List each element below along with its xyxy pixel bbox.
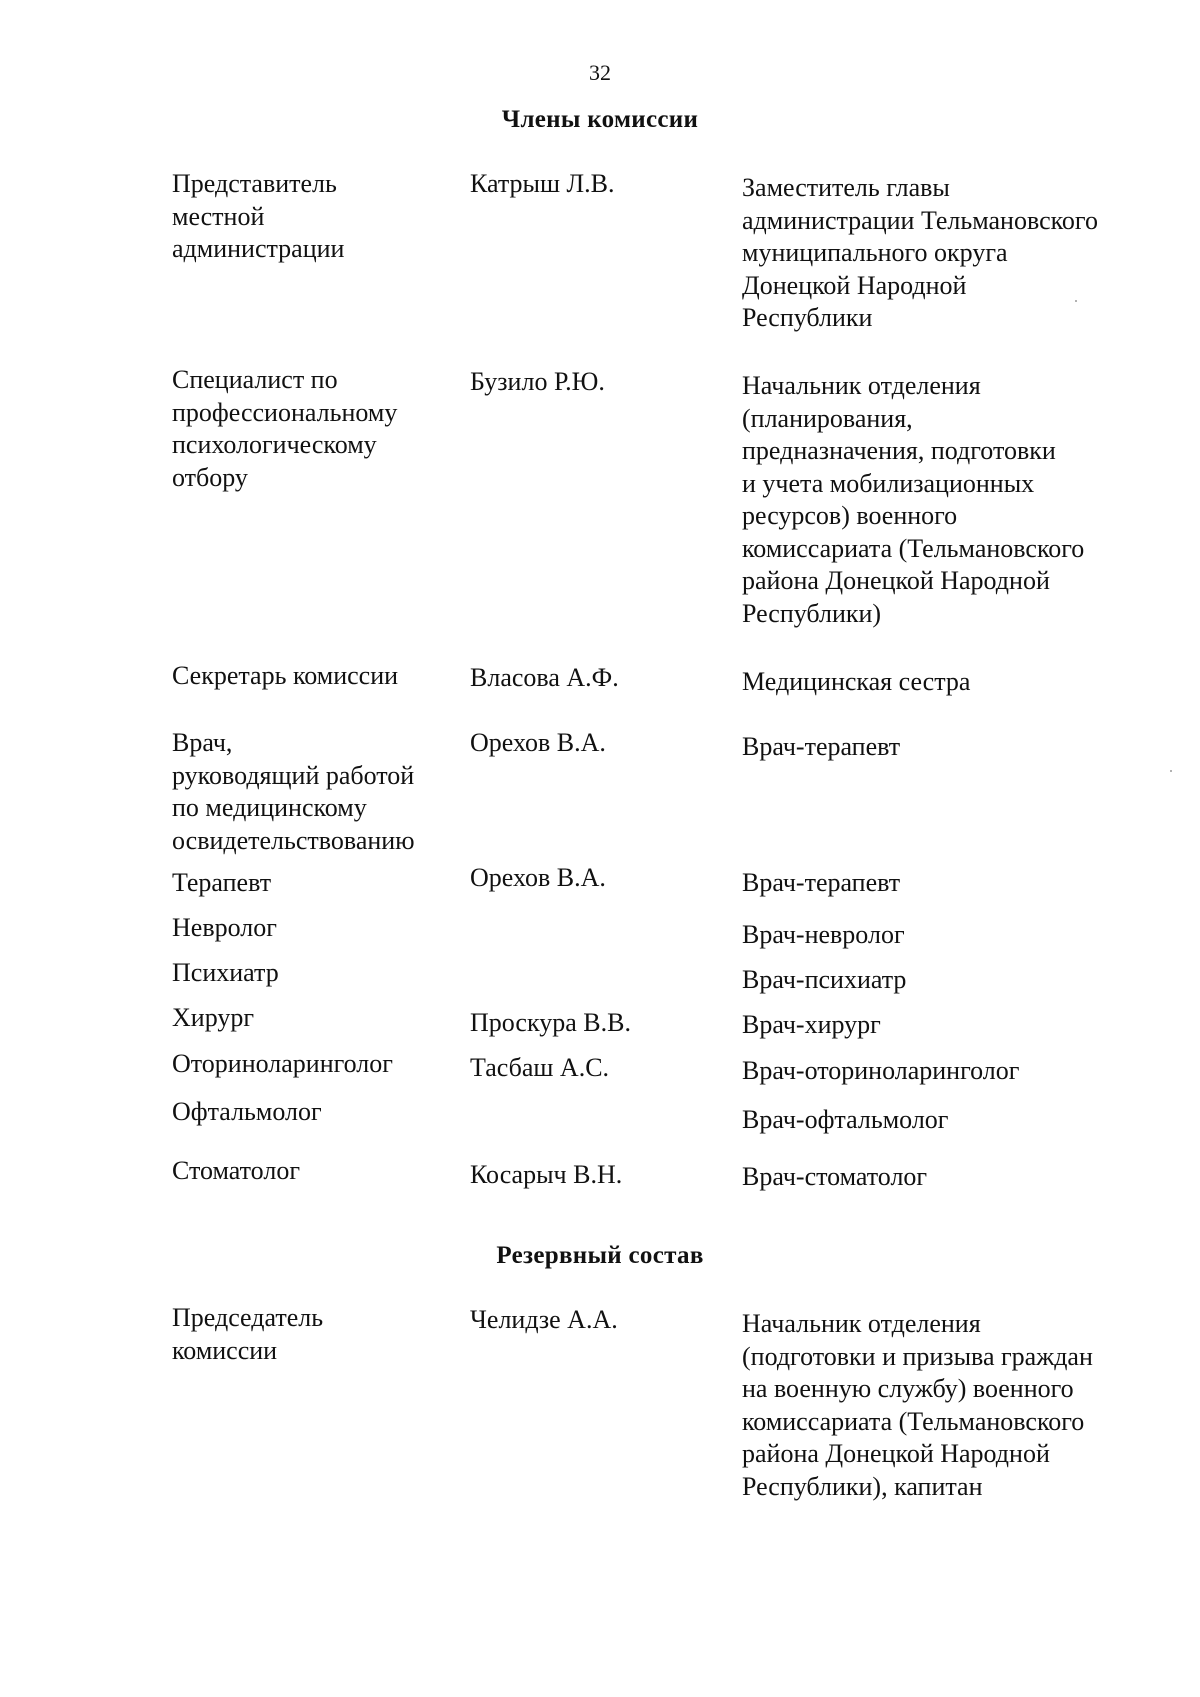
scan-speck [1170, 770, 1172, 772]
member-role: Оториноларинголог [172, 1049, 393, 1078]
member-role: Психиатр [172, 958, 279, 987]
section-title-reserve: Резервный состав [496, 1242, 704, 1269]
member-name: Тасбаш А.С. [470, 1053, 610, 1082]
reserve-role: Председатель комиссии [172, 1303, 324, 1365]
member-name: Орехов В.А. [470, 863, 606, 892]
member-position: Врач-оториноларинголог [742, 1056, 1020, 1085]
member-role: Секретарь комиссии [172, 661, 399, 690]
member-role: Представитель местной администрации [172, 169, 345, 263]
member-position: Врач-психиатр [742, 965, 907, 994]
member-role: Специалист по профессиональному психологическому отбору [172, 365, 398, 492]
reserve-position: Начальник отделения (подготовки и призыва граждан на военную службу) военного комиссариата (Тельмановского района Донецкой Народной Республики), капитан [742, 1309, 1093, 1501]
section-title-members: Члены комиссии [501, 106, 699, 133]
member-position: Медицинская сестра [742, 667, 971, 696]
page-number: 32 [589, 60, 611, 85]
member-role: Хирург [172, 1003, 255, 1032]
member-position: Врач-терапевт [742, 732, 901, 761]
member-position: Начальник отделения (планирования, предназначения, подготовки и учета мобилизационных ресурсов) военного комиссариата (Тельмановского района Донецкой Народной Республики) [742, 371, 1085, 628]
reserve-name: Челидзе А.А. [470, 1305, 618, 1334]
member-position: Врач-стоматолог [742, 1162, 928, 1191]
member-position: Врач-офтальмолог [742, 1105, 949, 1134]
member-position: Врач-хирург [742, 1010, 881, 1039]
scan-speck [1075, 300, 1077, 302]
member-position: Врач-терапевт [742, 868, 901, 897]
member-role: Офтальмолог [172, 1097, 322, 1126]
member-name: Бузило Р.Ю. [470, 367, 605, 396]
member-position: Врач-невролог [742, 920, 905, 949]
member-name: Орехов В.А. [470, 728, 606, 757]
member-name: Власова А.Ф. [470, 663, 619, 692]
member-role: Врач, руководящий работой по медицинскому освидетельствованию [172, 728, 415, 855]
member-position: Заместитель главы администрации Тельмановского муниципального округа Донецкой Народной Республики [742, 173, 1098, 332]
member-name: Катрыш Л.В. [470, 169, 615, 198]
member-role: Невролог [172, 913, 277, 942]
member-name: Косарыч В.Н. [470, 1160, 623, 1189]
member-role: Стоматолог [172, 1156, 300, 1185]
member-role: Терапевт [172, 868, 272, 897]
member-name: Проскура В.В. [470, 1008, 631, 1037]
